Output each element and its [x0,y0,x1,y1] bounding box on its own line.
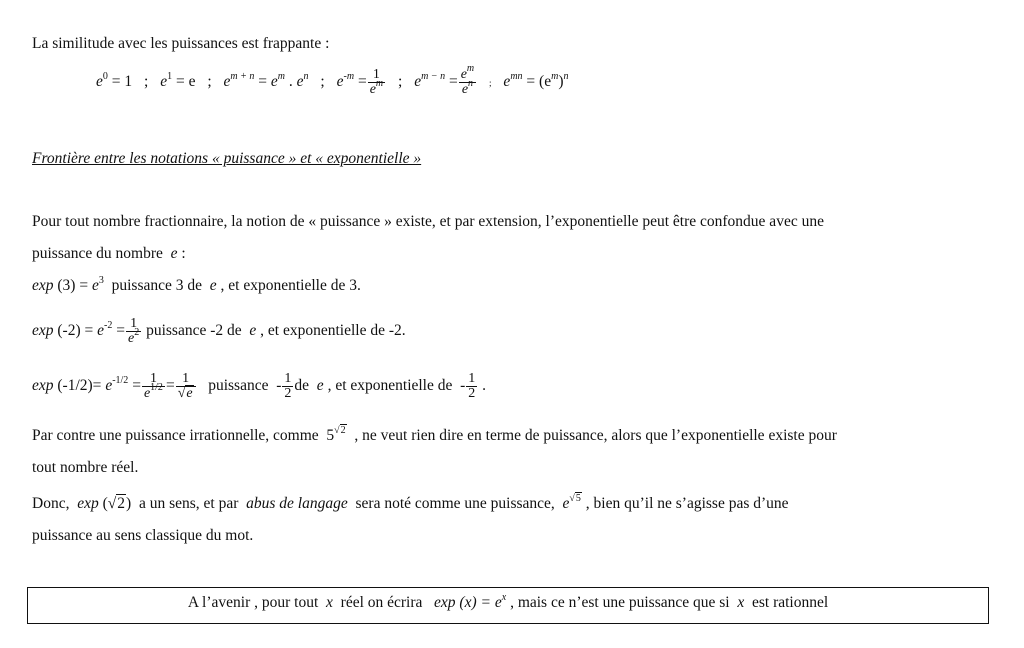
paragraph-3-line-2: puissance au sens classique du mot. [32,527,254,544]
section-heading: Frontière entre les notations « puissance » et « exponentielle » [32,150,422,167]
paragraph-1-line-2: puissance du nombre e : [32,245,186,262]
conclusion-text: A l’avenir , pour tout x réel on écrira $\exp (x) = e^x$ , mais ce n’est une puissance que si x est rationnel [187,592,829,611]
formula-quotient: $e^{m - n}$ = $\frac{e^m}{e^n}$ [414,63,475,97]
conclusion-box [27,587,989,624]
five-power-sqrt2: $5^{√2}$ [326,425,346,444]
paragraph-3-line-1: Donc, exp (√2) a un sens, et par abus de langage sera noté comme une puissance, $e^{√5}$ , bien qu’il ne s’agisse pas d’une [32,493,789,512]
formula-e1: $e^1 = e$ [160,71,196,91]
paragraph-2-line-1: Par contre une puissance irrationnelle, comme $5^{√2}$ , ne veut rien dire en terme de puissance, alors que l’exponentielle existe pour [32,425,837,444]
paragraph-1-line-1: Pour tout nombre fractionnaire, la notion de « puissance » existe, et par extension, l’exponentielle peut être confondue avec une [32,213,824,230]
paragraph-2-line-2: tout nombre réel. [32,459,139,476]
power-formulas: $e^0 = 1$ ; $e^1 = e$ ; $e^{m + n} = e^m$ . $e^n$ ; $e^{-m}$ = $\frac{1}{e^m}$ ; $e^{m - n}$ = $\frac{e^m}{e^n}$ ; $e^{mn} = (e^m)^n$ [96,63,569,97]
example-exp-minus-2: $\exp (-2) = e^{-2}$ = $\frac{1}{e^2}$ puissance -2 de e , et exponentielle de -2. [32,316,406,346]
formula-e0: $e^0 = 1$ [96,71,133,91]
formula-product: $e^{m + n} = e^m$ . $e^n$ [223,71,309,91]
example-exp-minus-half: $\exp (-1/2)= e^{-1/2}$ = $\frac{1}{e^{1/2}}$ = $\frac{1}{√e}$ puissance - $\frac{1}{2}$ de e , et exponentielle de - $\frac{1}{2}$ . [32,371,487,401]
formula-power-of-power: $e^{mn} = (e^m)^n$ [503,71,569,91]
example-exp-3: $\exp (3) = e^3$ puissance 3 de e , et exponentielle de 3. [32,275,361,294]
intro-text: La similitude avec les puissances est frappante : [32,35,330,52]
formula-inverse: $e^{-m}$ = $\frac{1}{e^m}$ [336,67,384,97]
